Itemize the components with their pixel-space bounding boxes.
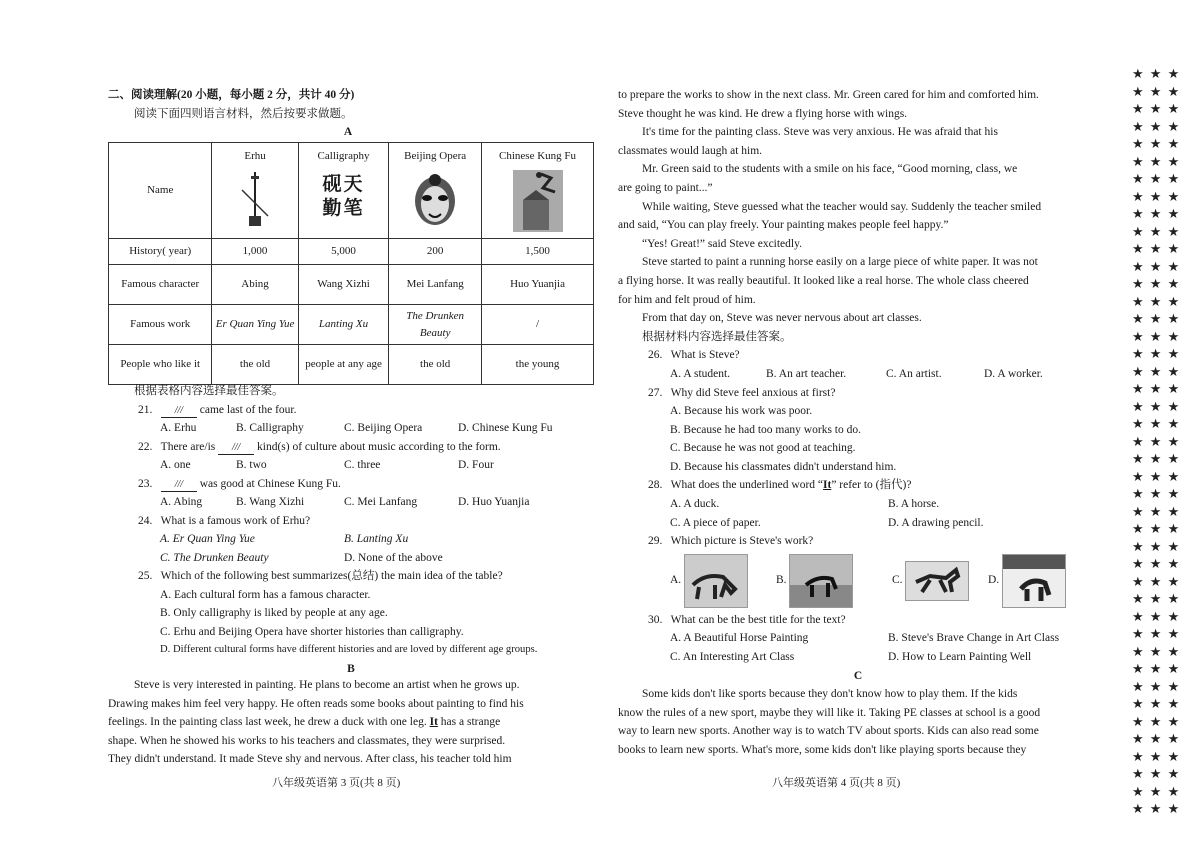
passage-c-line: know the rules of a new sport, maybe they will like it. Taking PE classes at school is a good <box>618 706 1041 719</box>
margin-star-column <box>1132 66 1192 819</box>
option[interactable]: A. one <box>160 459 191 471</box>
option[interactable]: D. Four <box>458 459 494 471</box>
part-c-heading: C <box>853 669 863 682</box>
cell: 200 <box>389 239 482 265</box>
option-picture-a[interactable]: A. <box>670 554 776 608</box>
horse-snow-picture <box>1002 554 1066 608</box>
answer-blank[interactable]: /// <box>218 442 254 455</box>
question-22: 22. There are/is /// kind(s) of culture about music according to the form. <box>138 440 501 453</box>
question-25: 25. Which of the following best summarizes(总结) the main idea of the table? <box>138 570 503 582</box>
running-horse-picture <box>905 561 969 601</box>
row-label-character: Famous character <box>109 265 212 305</box>
row-label-work: Famous work <box>109 305 212 345</box>
option[interactable]: A. Because his work was poor. <box>670 405 813 418</box>
opera-mask-image <box>409 170 461 228</box>
cell: 1,000 <box>212 239 298 265</box>
star-row: ★ ★ ★ <box>1132 609 1180 625</box>
star-row: ★ ★ ★ <box>1132 224 1180 240</box>
option-picture-b[interactable]: B. <box>776 554 892 608</box>
star-row: ★ ★ ★ <box>1132 469 1180 485</box>
cell: Er Quan Ying Yue <box>212 305 298 345</box>
passage-c-line: books to learn new sports. What's more, some kids don't like playing sports because they <box>618 744 1027 756</box>
option[interactable]: A. Each cultural form has a famous character. <box>160 588 371 601</box>
option-picture-c[interactable]: C. <box>892 561 988 601</box>
star-row: ★ ★ ★ <box>1132 557 1180 572</box>
underlined-word: It <box>823 479 832 492</box>
star-row: ★ ★ ★ <box>1132 347 1180 362</box>
star-row: ★ ★ ★ <box>1132 294 1180 310</box>
star-row: ★ ★ ★ <box>1132 644 1180 660</box>
cell: The Drunken Beauty <box>389 305 482 345</box>
cell: people at any age <box>298 345 389 385</box>
section-title: 二、阅读理解(20 小题，每小题 2 分，共计 40 分) <box>108 89 355 101</box>
question-28: 28. What does the underlined word “It” refer to (指代)? <box>648 479 912 492</box>
cell: the old <box>389 345 482 385</box>
option[interactable]: D. Different cultural forms have different histories and are loved by different age groups. <box>160 644 538 655</box>
option[interactable]: D. A worker. <box>984 367 1043 380</box>
options-30a <box>618 629 1098 648</box>
star-row: ★ ★ ★ <box>1132 662 1180 677</box>
cell: Lanting Xu <box>298 305 389 345</box>
star-row: ★ ★ ★ <box>1132 137 1180 152</box>
cell: / <box>482 305 594 345</box>
cell: Abing <box>212 265 298 305</box>
calligraphy-image: 砚天勤笔 <box>322 172 365 219</box>
cell: Wang Xizhi <box>298 265 389 305</box>
star-row: ★ ★ ★ <box>1132 172 1180 187</box>
option[interactable]: B. Wang Xizhi <box>236 496 305 508</box>
option[interactable]: D. Because his classmates didn't understand him. <box>670 460 897 473</box>
question-23: 23. /// was good at Chinese Kung Fu. <box>138 477 341 490</box>
passage-b: Steve is very interested in painting. He plans to become an artist when he grows up. Drawing makes him feel very happy. He often reads some books about painting to find his feelings. In the painting class last week, he drew a duck with one leg. It has a strange shape. When he showed his works to his teachers and classmates, they were surprised. They didn't understand. It made Steve shy and nervous. After class, his teacher told him <box>108 679 524 766</box>
header-erhu: Erhu <box>244 150 266 162</box>
star-row: ★ ★ ★ <box>1132 84 1180 100</box>
star-row: ★ ★ ★ <box>1132 102 1180 117</box>
answer-blank[interactable]: /// <box>161 405 197 418</box>
star-row: ★ ★ ★ <box>1132 154 1180 170</box>
option[interactable]: C. Beijing Opera <box>344 422 423 434</box>
star-row: ★ ★ ★ <box>1132 784 1180 800</box>
star-row: ★ ★ ★ <box>1132 189 1180 205</box>
option[interactable]: B. Because he had too many works to do. <box>670 423 861 436</box>
question-24: 24. What is a famous work of Erhu? <box>138 514 311 527</box>
star-row: ★ ★ ★ <box>1132 749 1180 765</box>
culture-table <box>108 142 594 385</box>
option[interactable]: D. None of the above <box>344 551 443 564</box>
cell: Huo Yuanjia <box>482 265 594 305</box>
option[interactable]: B. A horse. <box>888 498 940 511</box>
options-22 <box>108 456 594 475</box>
page-footer-right: 八年级英语第 4 页(共 8 页) <box>772 777 901 789</box>
option[interactable]: C. An artist. <box>886 367 942 380</box>
option[interactable]: B. Only calligraphy is liked by people at any age. <box>160 607 388 619</box>
option[interactable]: D. A drawing pencil. <box>888 516 984 529</box>
underlined-word-it: It <box>429 716 438 729</box>
option[interactable]: B. two <box>236 459 267 471</box>
option[interactable]: B. Steve's Brave Change in Art Class <box>888 632 1060 645</box>
option[interactable]: D. How to Learn Painting Well <box>888 651 1032 664</box>
part-a-heading: A <box>343 126 353 138</box>
star-row: ★ ★ ★ <box>1132 364 1180 380</box>
erhu-image <box>238 170 272 230</box>
row-label-name: Name <box>109 143 212 239</box>
options-28a <box>618 495 1098 514</box>
star-row: ★ ★ ★ <box>1132 697 1180 712</box>
star-row: ★ ★ ★ <box>1132 522 1180 537</box>
star-row: ★ ★ ★ <box>1132 434 1180 450</box>
star-row: ★ ★ ★ <box>1132 714 1180 730</box>
question-21: 21. /// came last of the four. <box>138 403 297 416</box>
star-row: ★ ★ ★ <box>1132 487 1180 502</box>
star-row: ★ ★ ★ <box>1132 119 1180 135</box>
star-row: ★ ★ ★ <box>1132 767 1180 782</box>
option[interactable]: D. Chinese Kung Fu <box>458 422 553 434</box>
options-28b <box>618 514 1098 533</box>
table-instruction: 根据表格内容选择最佳答案。 <box>134 385 284 397</box>
option[interactable]: B. An art teacher. <box>766 367 847 380</box>
star-row: ★ ★ ★ <box>1132 259 1180 275</box>
question-26: 26. What is Steve? <box>648 349 740 362</box>
option[interactable]: B. Calligraphy <box>236 422 304 434</box>
star-row: ★ ★ ★ <box>1132 504 1180 520</box>
star-row: ★ ★ ★ <box>1132 574 1180 590</box>
row-label-history: History( year) <box>109 239 212 265</box>
row-label-people: People who like it <box>109 345 212 385</box>
instruction-b: 根据材料内容选择最佳答案。 <box>642 330 792 343</box>
passage-c-line: Some kids don't like sports because they don't know how to play them. If the kids <box>642 688 1018 701</box>
star-row: ★ ★ ★ <box>1132 452 1180 467</box>
option[interactable]: A. Erhu <box>160 422 197 434</box>
star-row: ★ ★ ★ <box>1132 329 1180 345</box>
option[interactable]: B. Lanting Xu <box>344 533 409 545</box>
options-26 <box>618 365 1098 384</box>
option[interactable]: C. Erhu and Beijing Opera have shorter histories than calligraphy. <box>160 625 464 638</box>
option[interactable]: C. An Interesting Art Class <box>670 651 795 664</box>
star-row: ★ ★ ★ <box>1132 627 1180 642</box>
options-24a <box>108 530 594 549</box>
passage-b-continued: to prepare the works to show in the next class. Mr. Green cared for him and comforted him. Steve thought he was kind. He drew a flying horse with wings. It's time for the painting class. Steve was very anxious. He was afraid that his classmates would laugh at him. Mr. Green said to the students with a smile on his face, “Good morning, class, we are going to paint...” While waiting, Steve guessed what the teacher would say. Suddenly the teacher smiled and said, “You can play freely. Your painting makes people feel happy.” “Yes! Great!” said Steve excitedly. Steve started to paint a running horse easily on a large piece of white paper. It was not a flying horse. It was really beautiful. It looked like a real horse. The whole class cheered for him and felt proud of him. From that day on, Steve was never nervous about art classes. 根据材料内容选择最佳答案。 26. What is Steve? A. A student. B. An art teacher. C. An artist. D. A worker. 27. Why did Steve feel anxious at first? A. Because his work was poor. B. Because he had too many works to do. C. Because he was not good at teaching. D. Because his classmates didn't understand him. 28. What does the underlined word “It” refer to (指代)? A. A duck. B. A horse. C. A piece of paper. D. A drawing pencil. 29. Which picture is Steve's work? A. B. C. D. 30. What can be the best title for the text? A. A Beautiful Horse Painting B. Steve's Brave Change in Art Class C. An Interesting Art Class D. How to Learn Painting Well C Some kids don't like sports because they don't know how to play them. If the kids know the rules of a new sport, maybe they will like it. Taking PE classes at school is a good way to learn new sports. Another way is to watch TV about sports. Kids can also read some books to learn new sports. What's more, some kids don't like playing sports because they <box>618 86 1098 760</box>
option[interactable]: A. A student. <box>670 367 731 380</box>
star-row: ★ ★ ★ <box>1132 242 1180 257</box>
header-beijing-opera: Beijing Opera <box>404 150 467 162</box>
star-row: ★ ★ ★ <box>1132 592 1180 607</box>
horse-field-picture <box>789 554 853 608</box>
page-footer-left: 八年级英语第 3 页(共 8 页) <box>272 777 401 789</box>
question-30: 30. What can be the best title for the text? <box>648 613 846 626</box>
cell: 5,000 <box>298 239 389 265</box>
star-row: ★ ★ ★ <box>1132 802 1180 817</box>
star-row: ★ ★ ★ <box>1132 679 1180 695</box>
option[interactable]: C. A piece of paper. <box>670 516 761 529</box>
cell: the old <box>212 345 298 385</box>
star-row: ★ ★ ★ <box>1132 399 1180 415</box>
instructions: 阅读下面四则语言材料，然后按要求做题。 <box>134 107 353 120</box>
option[interactable]: D. Huo Yuanjia <box>458 496 530 508</box>
horse-grazing-picture <box>684 554 748 608</box>
answer-blank[interactable]: /// <box>161 479 197 492</box>
option[interactable]: A. Er Quan Ying Yue <box>160 533 255 545</box>
star-row: ★ ★ ★ <box>1132 312 1180 327</box>
question-29: 29. Which picture is Steve's work? <box>648 535 814 548</box>
question-27: 27. Why did Steve feel anxious at first? <box>648 386 836 399</box>
star-row: ★ ★ ★ <box>1132 732 1180 747</box>
header-calligraphy: Calligraphy <box>317 150 370 162</box>
cell: 1,500 <box>482 239 594 265</box>
options-24b <box>108 549 594 568</box>
star-row: ★ ★ ★ <box>1132 539 1180 555</box>
options-21 <box>108 419 594 438</box>
star-row: ★ ★ ★ <box>1132 382 1180 397</box>
kung-fu-image <box>513 170 563 232</box>
star-row: ★ ★ ★ <box>1132 67 1180 82</box>
option-picture-d[interactable]: D. <box>988 554 1066 608</box>
passage-c-line: way to learn new sports. Another way is to watch TV about sports. Kids can also read some <box>618 725 1039 738</box>
star-row: ★ ★ ★ <box>1132 207 1180 222</box>
cell: the young <box>482 345 594 385</box>
options-30b <box>618 648 1098 667</box>
option[interactable]: A. A Beautiful Horse Painting <box>670 632 809 645</box>
option[interactable]: C. Mei Lanfang <box>344 496 418 508</box>
header-kung-fu: Chinese Kung Fu <box>499 150 577 162</box>
cell: Mei Lanfang <box>389 265 482 305</box>
option[interactable]: A. A duck. <box>670 498 720 511</box>
option[interactable]: C. three <box>344 459 381 471</box>
part-b-heading: B <box>347 662 355 675</box>
options-29 <box>618 551 1098 611</box>
option[interactable]: A. Abing <box>160 496 203 508</box>
option[interactable]: C. Because he was not good at teaching. <box>670 442 856 455</box>
star-row: ★ ★ ★ <box>1132 417 1180 432</box>
star-row: ★ ★ ★ <box>1132 277 1180 292</box>
option[interactable]: C. The Drunken Beauty <box>160 551 269 564</box>
options-23 <box>108 493 594 512</box>
